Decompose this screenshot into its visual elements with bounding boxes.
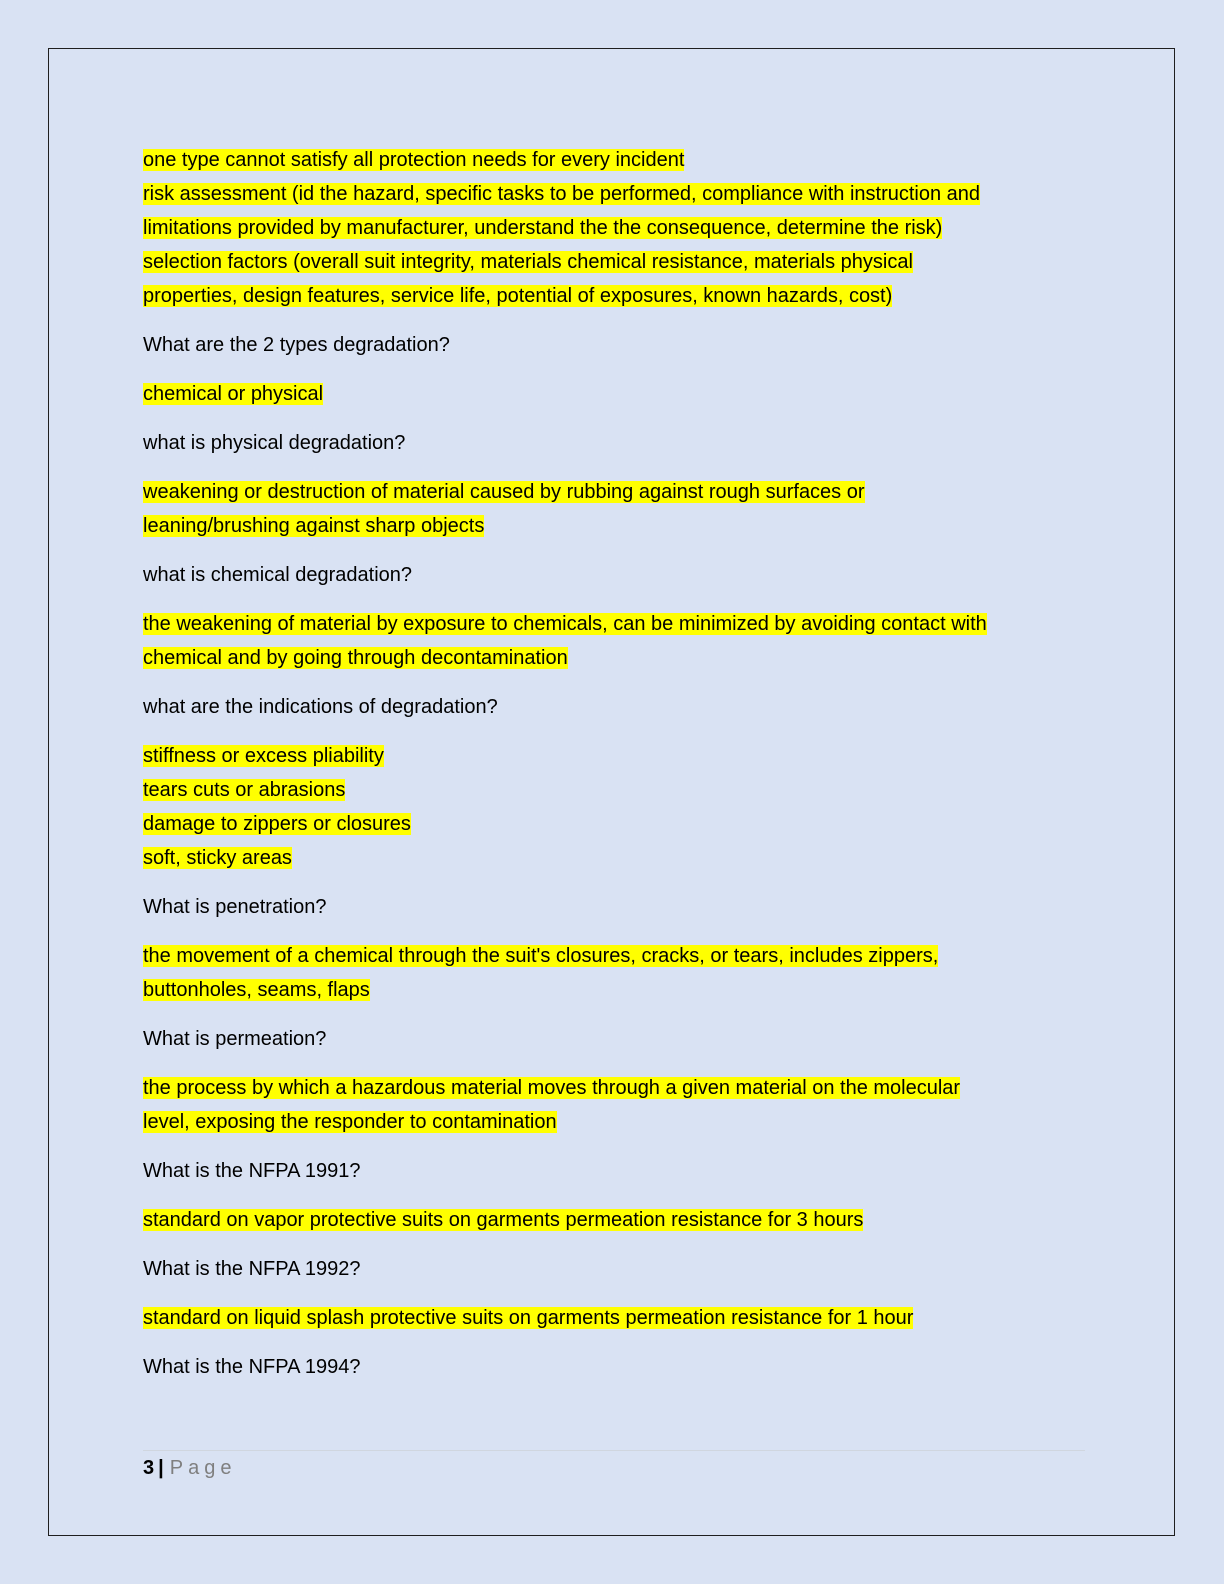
highlighted-text: buttonholes, seams, flaps xyxy=(143,979,370,1001)
question-text: What is the NFPA 1994? xyxy=(143,1356,361,1378)
text-line xyxy=(143,426,1093,460)
text-line xyxy=(143,739,1093,773)
highlighted-text: limitations provided by manufacturer, understand the the consequence, determine the risk) xyxy=(143,217,943,239)
footer-divider xyxy=(143,1450,1085,1451)
text-line xyxy=(143,641,1093,675)
page-label: Page xyxy=(169,1457,237,1479)
highlighted-text: standard on vapor protective suits on garments permeation resistance for 3 hours xyxy=(143,1209,864,1231)
text-line xyxy=(143,245,1093,279)
text-line xyxy=(143,807,1093,841)
answer-paragraph xyxy=(143,143,1093,313)
text-line xyxy=(143,177,1093,211)
question-text: what are the indications of degradation? xyxy=(143,696,498,718)
question-paragraph xyxy=(143,558,1093,592)
text-line xyxy=(143,377,1093,411)
answer-paragraph xyxy=(143,1301,1093,1335)
text-line xyxy=(143,1350,1093,1384)
text-line xyxy=(143,1301,1093,1335)
highlighted-text: leaning/brushing against sharp objects xyxy=(143,515,485,537)
question-paragraph xyxy=(143,890,1093,924)
text-line xyxy=(143,475,1093,509)
highlighted-text: the weakening of material by exposure to chemicals, can be minimized by avoiding contact with xyxy=(143,613,987,635)
text-line xyxy=(143,939,1093,973)
question-paragraph xyxy=(143,1154,1093,1188)
question-paragraph xyxy=(143,426,1093,460)
text-line xyxy=(143,211,1093,245)
text-line xyxy=(143,1105,1093,1139)
highlighted-text: risk assessment (id the hazard, specific tasks to be performed, compliance with instruction and xyxy=(143,183,981,205)
question-text: What is penetration? xyxy=(143,896,327,918)
highlighted-text: weakening or destruction of material caused by rubbing against rough surfaces or xyxy=(143,481,865,503)
answer-paragraph xyxy=(143,475,1093,543)
text-line xyxy=(143,773,1093,807)
answer-paragraph xyxy=(143,377,1093,411)
text-line xyxy=(143,143,1093,177)
text-line xyxy=(143,509,1093,543)
page-number: 3 xyxy=(143,1457,155,1479)
question-text: What is permeation? xyxy=(143,1028,327,1050)
text-line xyxy=(143,841,1093,875)
question-paragraph xyxy=(143,1252,1093,1286)
answer-paragraph xyxy=(143,1203,1093,1237)
highlighted-text: chemical and by going through decontamination xyxy=(143,647,568,669)
text-line xyxy=(143,1022,1093,1056)
question-paragraph xyxy=(143,690,1093,724)
highlighted-text: soft, sticky areas xyxy=(143,847,292,869)
highlighted-text: level, exposing the responder to contamination xyxy=(143,1111,557,1133)
text-line xyxy=(143,690,1093,724)
text-line xyxy=(143,279,1093,313)
page-footer xyxy=(143,1454,236,1482)
answer-paragraph xyxy=(143,607,1093,675)
highlighted-text: standard on liquid splash protective suits on garments permeation resistance for 1 hour xyxy=(143,1307,914,1329)
text-line xyxy=(143,973,1093,1007)
question-paragraph xyxy=(143,328,1093,362)
question-text: What is the NFPA 1992? xyxy=(143,1258,361,1280)
text-line xyxy=(143,558,1093,592)
answer-paragraph xyxy=(143,1071,1093,1139)
text-line xyxy=(143,1252,1093,1286)
question-text: What is the NFPA 1991? xyxy=(143,1160,361,1182)
highlighted-text: properties, design features, service life, potential of exposures, known hazards, cost) xyxy=(143,285,893,307)
highlighted-text: the process by which a hazardous material moves through a given material on the molecular xyxy=(143,1077,961,1099)
footer-separator: | xyxy=(158,1457,164,1479)
question-text: What are the 2 types degradation? xyxy=(143,334,450,356)
text-line xyxy=(143,1203,1093,1237)
highlighted-text: one type cannot satisfy all protection needs for every incident xyxy=(143,149,685,171)
question-text: what is chemical degradation? xyxy=(143,564,413,586)
text-line xyxy=(143,607,1093,641)
highlighted-text: stiffness or excess pliability xyxy=(143,745,384,767)
answer-paragraph xyxy=(143,939,1093,1007)
highlighted-text: the movement of a chemical through the suit's closures, cracks, or tears, includes zippers, xyxy=(143,945,939,967)
highlighted-text: damage to zippers or closures xyxy=(143,813,411,835)
answer-paragraph xyxy=(143,739,1093,875)
highlighted-text: tears cuts or abrasions xyxy=(143,779,346,801)
text-line xyxy=(143,1154,1093,1188)
highlighted-text: chemical or physical xyxy=(143,383,324,405)
text-line xyxy=(143,890,1093,924)
document-body xyxy=(143,143,1093,1399)
text-line xyxy=(143,1071,1093,1105)
text-line xyxy=(143,328,1093,362)
question-paragraph xyxy=(143,1350,1093,1384)
question-text: what is physical degradation? xyxy=(143,432,406,454)
question-paragraph xyxy=(143,1022,1093,1056)
highlighted-text: selection factors (overall suit integrity, materials chemical resistance, materials physical xyxy=(143,251,913,273)
